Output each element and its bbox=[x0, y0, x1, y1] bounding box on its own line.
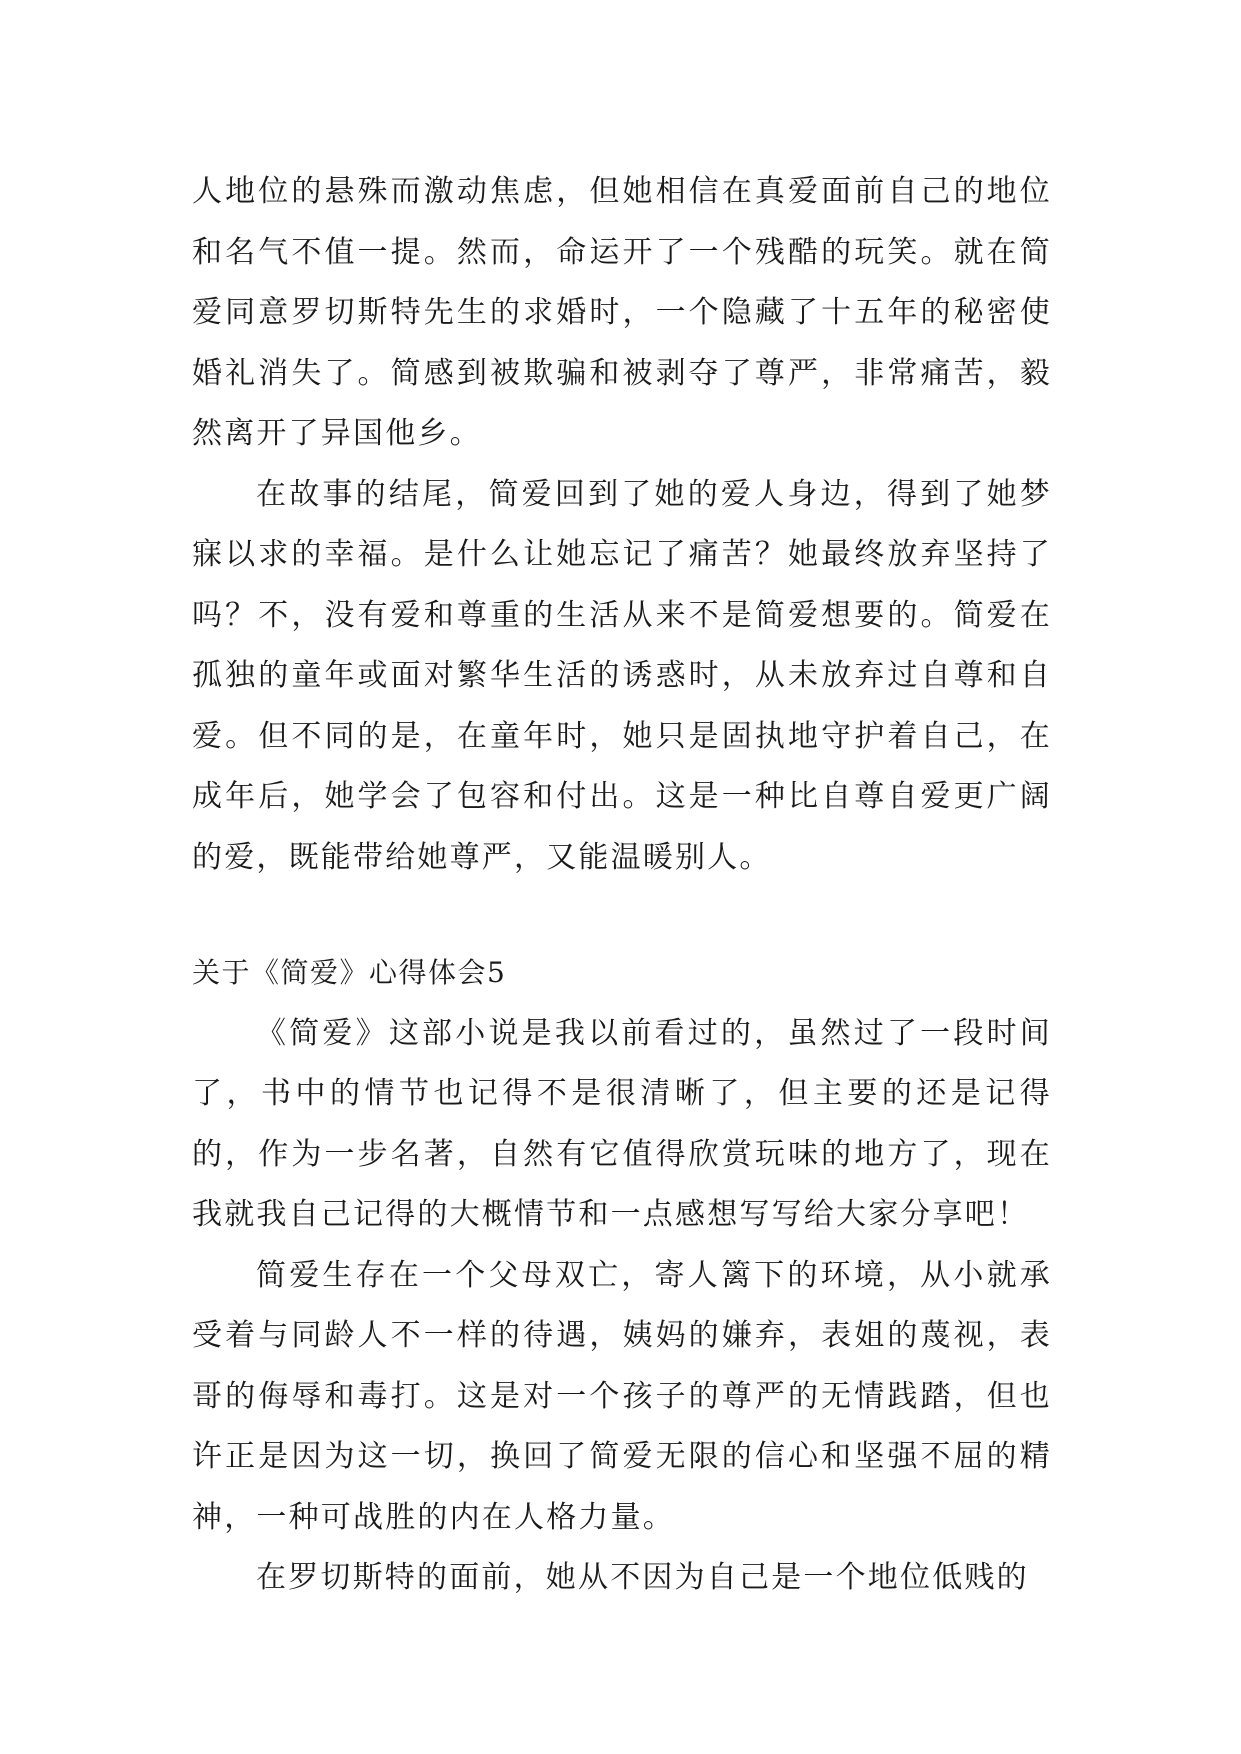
paragraph-intro: 《简爱》这部小说是我以前看过的，虽然过了一段时间了，书中的情节也记得不是很清晰了，但主要的还是记得的，作为一步名著，自然有它值得欣赏玩味的地方了，现在我就我自己记得的大概情节和一点感想写写给大家分享吧！ bbox=[192, 1015, 1052, 1232]
section-heading: 关于《简爱》心得体会5 bbox=[192, 956, 507, 989]
paragraph-childhood: 简爱生存在一个父母双亡，寄人篱下的环境，从小就承受着与同龄人不一样的待遇，姨妈的嫌弃，表姐的蔑视，表哥的侮辱和毒打。这是对一个孩子的尊严的无情践踏，但也许正是因为这一切，换回了简爱无限的信心和坚强不屈的精神，一种可战胜的内在人格力量。 bbox=[192, 1257, 1052, 1535]
paragraph-rochester: 在罗切斯特的面前，她从不因为自己是一个地位低贱的 bbox=[256, 1560, 1029, 1595]
document-body bbox=[192, 162, 1052, 1609]
paragraph-continuation: 人地位的悬殊而激动焦虑，但她相信在真爱面前自己的地位和名气不值一提。然而，命运开了一个残酷的玩笑。就在简爱同意罗切斯特先生的求婚时，一个隐藏了十五年的秘密使婚礼消失了。简感到被欺骗和被剥夺了尊严，非常痛苦，毅然离开了异国他乡。 bbox=[192, 174, 1052, 451]
paragraph-story-ending: 在故事的结尾，简爱回到了她的爱人身边，得到了她梦寐以求的幸福。是什么让她忘记了痛苦？她最终放弃坚持了吗？不，没有爱和尊重的生活从来不是简爱想要的。简爱在孤独的童年或面对繁华生活的诱惑时，从未放弃过自尊和自爱。但不同的是，在童年时，她只是固执地守护着自己，在成年后，她学会了包容和付出。这是一种比自尊自爱更广阔的爱，既能带给她尊严，又能温暖别人。 bbox=[192, 476, 1052, 875]
